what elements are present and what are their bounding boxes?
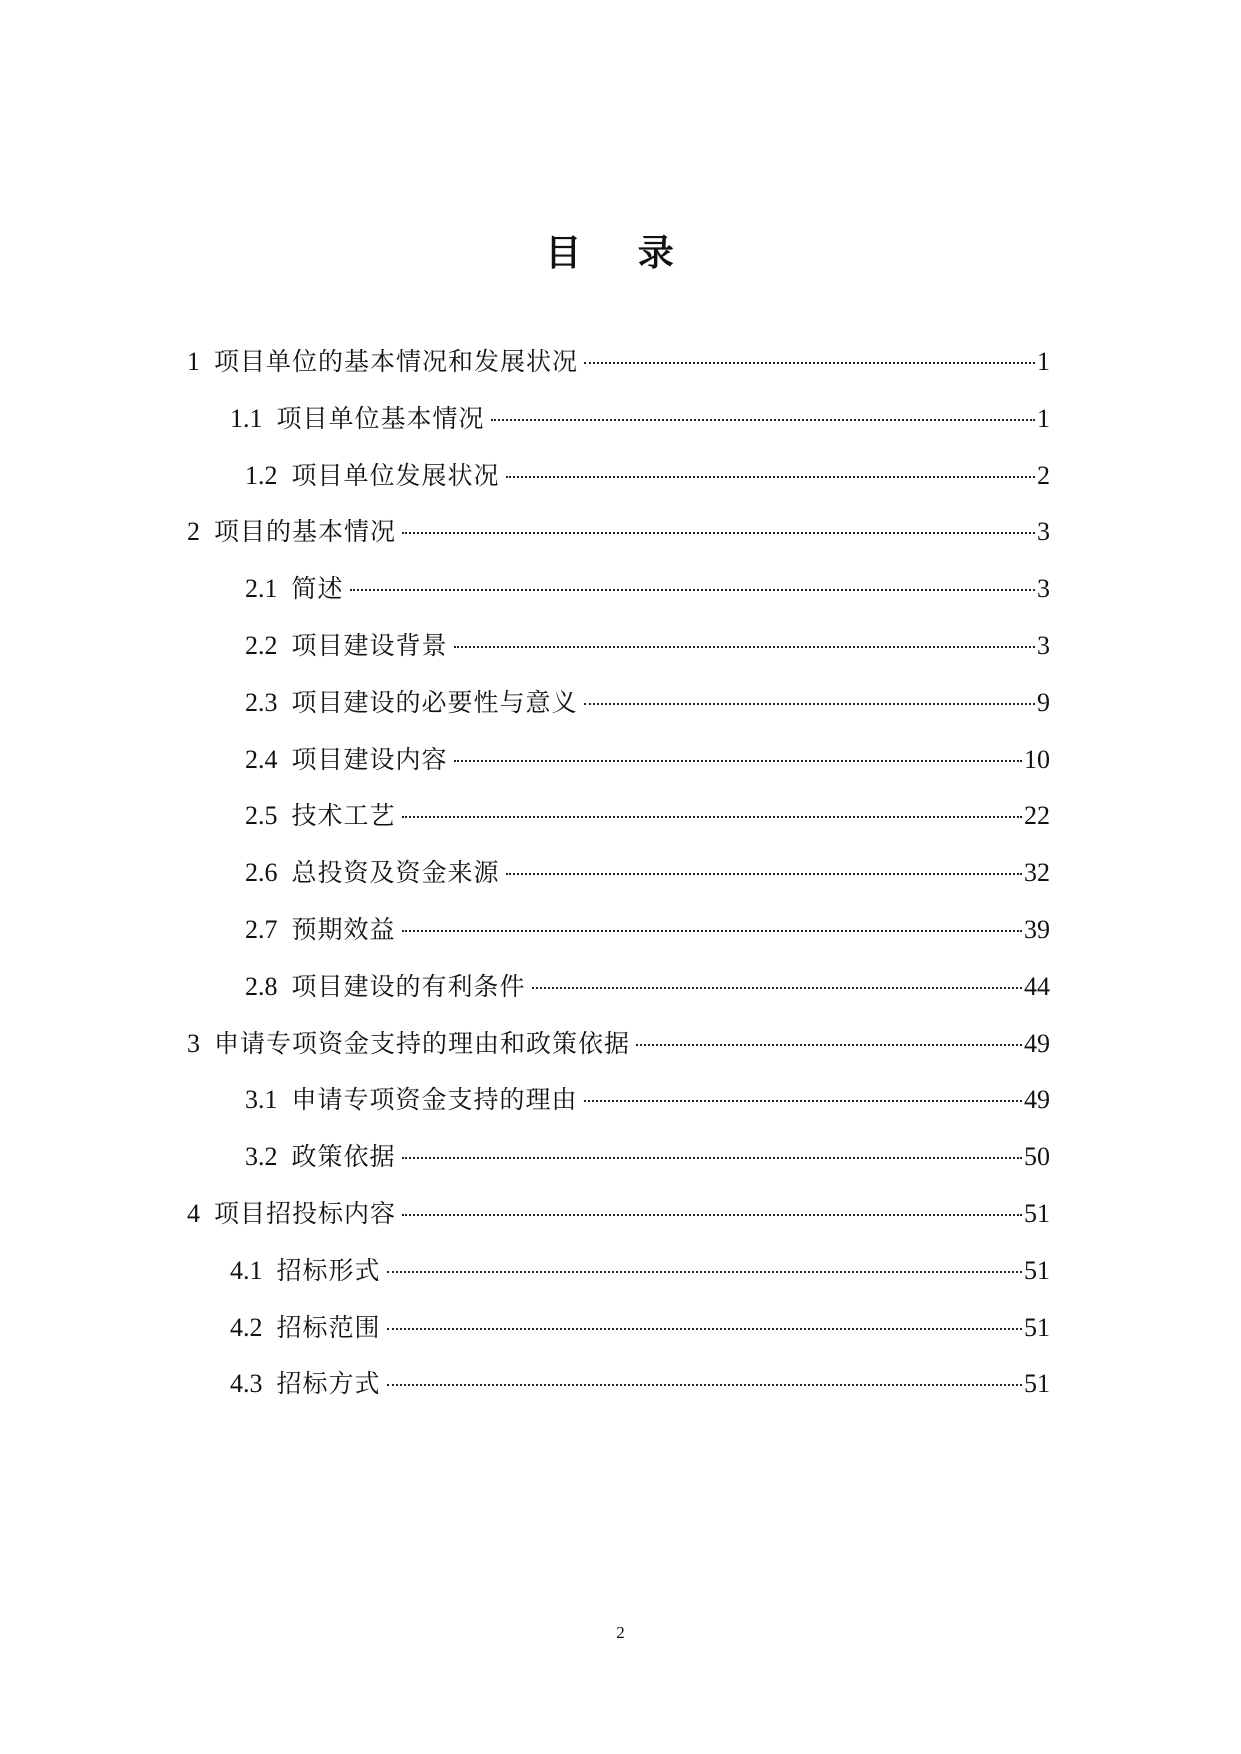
toc-entry[interactable] (187, 1311, 1050, 1368)
toc-dot-leader (402, 1214, 1022, 1216)
toc-entry-page: 1 (1037, 347, 1050, 376)
toc-entry-title: 项目单位基本情况 (276, 403, 485, 433)
toc-entry-page: 51 (1024, 1312, 1050, 1342)
toc-entry-number: 3.2 (245, 1142, 278, 1172)
toc-entry-title: 项目建设背景 (291, 630, 448, 660)
toc-dot-leader (584, 703, 1035, 705)
toc-entry-page: 2 (1037, 460, 1050, 490)
toc-entry-title: 项目单位的基本情况和发展状况 (214, 347, 579, 376)
toc-entry-title: 预期效益 (291, 914, 396, 944)
toc-entry[interactable] (187, 1083, 1050, 1140)
toc-entry[interactable] (187, 1027, 1050, 1084)
toc-entry[interactable] (187, 913, 1050, 970)
toc-dot-leader (402, 1157, 1022, 1159)
toc-entry-page: 51 (1024, 1255, 1050, 1285)
toc-entry-page: 39 (1024, 914, 1050, 944)
toc-dot-leader (402, 930, 1022, 932)
table-of-contents (187, 345, 1050, 1424)
toc-entry[interactable] (187, 572, 1050, 629)
toc-dot-leader (636, 1044, 1022, 1046)
toc-entry-number: 4.3 (230, 1369, 263, 1399)
toc-entry-title: 项目建设的有利条件 (291, 971, 526, 1001)
toc-entry-page: 32 (1024, 858, 1050, 888)
toc-dot-leader (454, 760, 1022, 762)
toc-entry-page: 3 (1037, 517, 1050, 547)
toc-entry-title: 政策依据 (291, 1142, 396, 1172)
toc-entry-title: 招标方式 (276, 1369, 381, 1399)
toc-entry-title: 项目建设内容 (291, 744, 448, 774)
toc-dot-leader (491, 419, 1035, 421)
toc-entry-title: 项目招投标内容 (214, 1198, 397, 1228)
toc-entry-number: 1.1 (230, 403, 263, 433)
toc-entry[interactable] (187, 1254, 1050, 1311)
toc-entry-title: 申请专项资金支持的理由 (291, 1085, 578, 1115)
toc-entry[interactable] (187, 743, 1050, 800)
toc-entry-page: 1 (1037, 403, 1050, 433)
toc-entry-number: 2.1 (245, 574, 278, 604)
toc-entry-page: 50 (1024, 1142, 1050, 1172)
toc-entry-number: 2.7 (245, 914, 278, 944)
toc-entry-page: 49 (1024, 1085, 1050, 1115)
toc-entry-number: 4 (187, 1198, 200, 1228)
toc-dot-leader (454, 646, 1035, 648)
toc-entry[interactable] (187, 629, 1050, 686)
toc-dot-leader (584, 362, 1035, 364)
toc-entry-number: 2.4 (245, 744, 278, 774)
toc-entry-number: 1.2 (245, 460, 278, 490)
toc-entry-page: 9 (1037, 687, 1050, 717)
toc-entry-title: 项目建设的必要性与意义 (291, 687, 578, 717)
toc-entry-page: 44 (1024, 971, 1050, 1001)
toc-entry-page: 51 (1024, 1198, 1050, 1228)
toc-entry-number: 2.2 (245, 630, 278, 660)
toc-entry-number: 2.8 (245, 971, 278, 1001)
toc-entry-title: 招标形式 (276, 1255, 381, 1285)
toc-entry-page: 22 (1024, 801, 1050, 831)
toc-entry-title: 申请专项资金支持的理由和政策依据 (214, 1028, 631, 1058)
toc-entry-number: 1 (187, 347, 200, 376)
toc-entry-title: 总投资及资金来源 (291, 858, 500, 888)
page-number: 2 (616, 1623, 625, 1642)
toc-entry-page: 51 (1024, 1369, 1050, 1399)
page-title: 目 录 (545, 233, 696, 274)
toc-entry-page: 10 (1024, 744, 1050, 774)
toc-dot-leader (387, 1328, 1022, 1330)
toc-entry-title: 简述 (291, 574, 344, 604)
toc-entry-number: 4.1 (230, 1255, 263, 1285)
toc-entry-number: 4.2 (230, 1312, 263, 1342)
toc-dot-leader (387, 1384, 1022, 1386)
toc-dot-leader (387, 1271, 1022, 1273)
toc-entry-number: 2.5 (245, 801, 278, 831)
toc-entry[interactable] (187, 1367, 1050, 1424)
toc-entry[interactable] (187, 686, 1050, 743)
toc-entry-title: 项目的基本情况 (214, 517, 397, 547)
toc-entry[interactable] (187, 970, 1050, 1027)
toc-entry-number: 3.1 (245, 1085, 278, 1115)
toc-dot-leader (532, 987, 1022, 989)
toc-entry[interactable] (187, 515, 1050, 572)
toc-dot-leader (402, 816, 1022, 818)
toc-entry-page: 49 (1024, 1028, 1050, 1058)
toc-dot-leader (350, 589, 1035, 591)
toc-entry-number: 2.3 (245, 687, 278, 717)
toc-entry-title: 招标范围 (276, 1312, 381, 1342)
toc-entry-number: 2.6 (245, 858, 278, 888)
toc-entry[interactable] (187, 1140, 1050, 1197)
toc-entry-number: 3 (187, 1028, 200, 1058)
toc-dot-leader (506, 873, 1022, 875)
toc-dot-leader (402, 532, 1035, 534)
toc-entry[interactable] (187, 1197, 1050, 1254)
toc-dot-leader (506, 476, 1035, 478)
toc-entry[interactable] (187, 402, 1050, 459)
toc-entry-number: 2 (187, 517, 200, 547)
toc-dot-leader (584, 1100, 1022, 1102)
toc-entry[interactable] (187, 459, 1050, 516)
toc-entry[interactable] (187, 856, 1050, 913)
toc-entry[interactable] (187, 799, 1050, 856)
toc-entry-page: 3 (1037, 630, 1050, 660)
toc-entry-title: 技术工艺 (291, 801, 396, 831)
toc-entry-title: 项目单位发展状况 (291, 460, 500, 490)
toc-entry-page: 3 (1037, 574, 1050, 604)
toc-entry[interactable] (187, 345, 1050, 402)
